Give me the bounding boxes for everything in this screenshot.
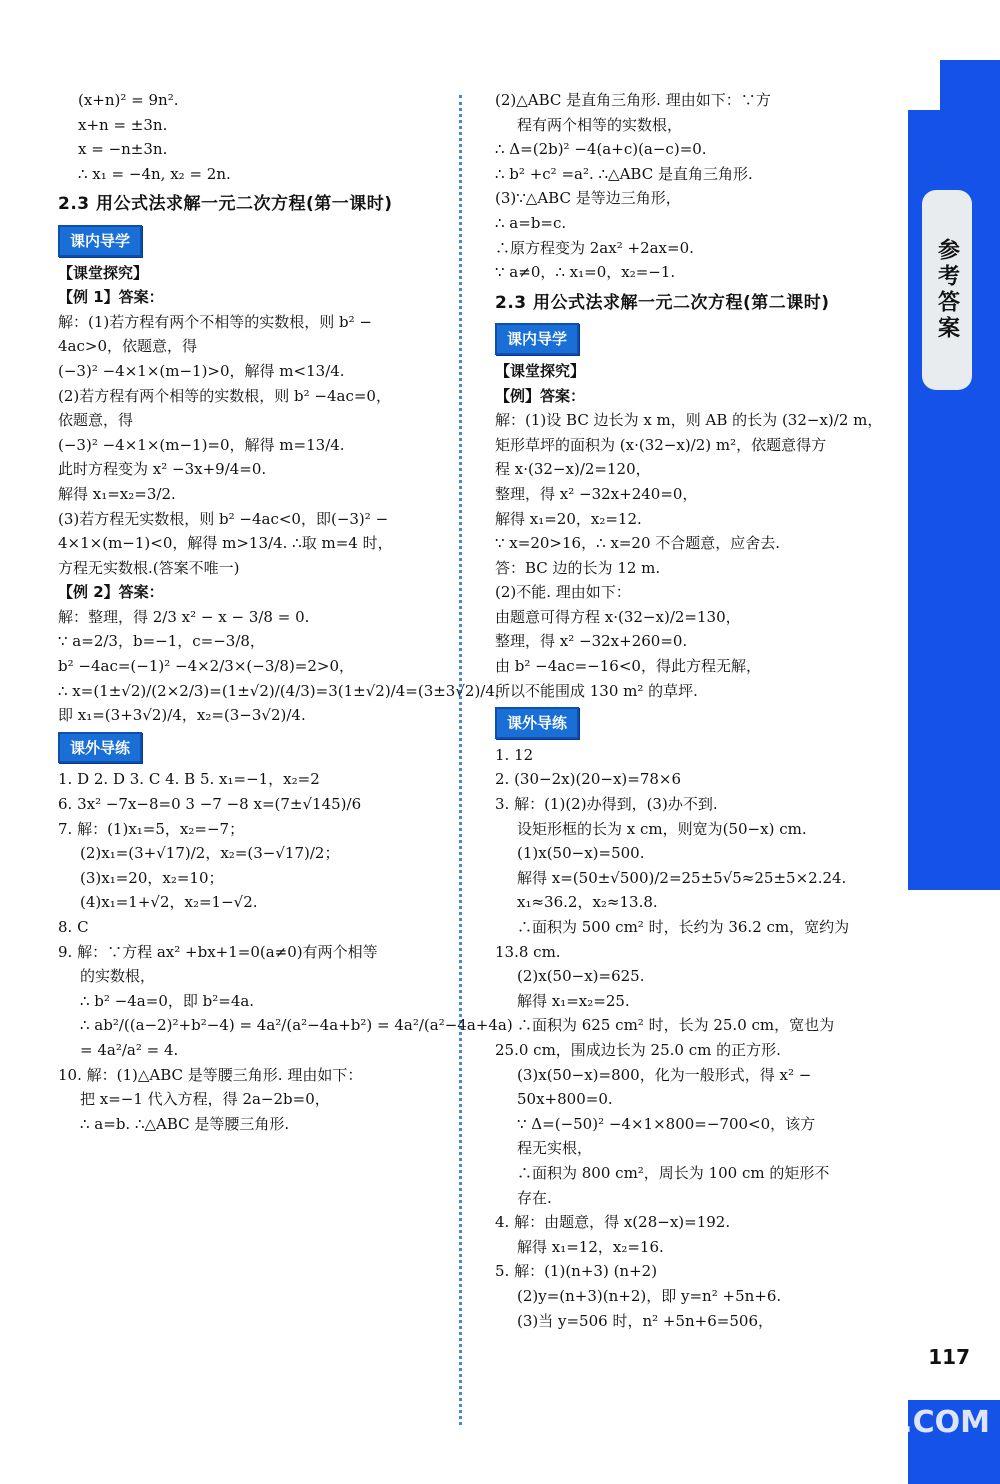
- text-line: (2)x(50−x)=625.: [517, 967, 645, 986]
- text-line: ∴ a=b=c.: [495, 213, 567, 232]
- text-line: ∴ ab²/((a−2)²+b²−4) = 4a²/(a²−4a+b²) = 4a²/(a²−4a+4a): [80, 1016, 513, 1035]
- text-line: (3)x₁=20，x₂=10；: [80, 868, 224, 887]
- text-line: (3)∵△ABC 是等边三角形，: [495, 189, 681, 208]
- text-line: = 4a²/a² = 4.: [80, 1040, 179, 1059]
- text-line: b² −4ac=(−1)² −4×2/3×(−3/8)=2>0，: [58, 657, 355, 676]
- text-line: ∵ a≠0，∴ x₁=0，x₂=−1.: [495, 263, 676, 282]
- text-line: 整理，得 x² −32x+240=0，: [495, 484, 698, 503]
- text-line: ∴面积为 800 cm²，周长为 100 cm 的矩形不: [517, 1163, 830, 1182]
- text-line: 1. D 2. D 3. C 4. B 5. x₁=−1，x₂=2: [58, 770, 320, 789]
- text-line: 1. 12: [495, 745, 534, 764]
- text-line: 程无实根，: [517, 1139, 593, 1158]
- left-section-title: 2.3 用公式法求解一元二次方程(第一课时): [58, 194, 393, 215]
- text-line: 解得 x₁=12，x₂=16.: [517, 1237, 664, 1256]
- right-tag-guide: 课内导学: [495, 323, 579, 355]
- text-line: ∵ Δ=(−50)² −4×1×800=−700<0，该方: [517, 1114, 816, 1133]
- text-line: x+n = ±3n.: [78, 115, 168, 134]
- text-line: 此时方程变为 x² −3x+9/4=0.: [58, 460, 267, 479]
- text-line: 13.8 cm.: [495, 942, 561, 961]
- text-line: 10. 解：(1)△ABC 是等腰三角形. 理由如下：: [58, 1065, 363, 1084]
- text-line: 所以不能围成 130 m² 的草坪.: [495, 681, 698, 700]
- text-line: ∴ b² −4a=0，即 b²=4a.: [80, 991, 255, 1010]
- text-line: 答：BC 边的长为 12 m.: [495, 558, 661, 577]
- text-line: (3)当 y=506 时，n² +5n+6=506，: [517, 1311, 773, 1330]
- text-line: 整理，得 x² −32x+260=0.: [495, 632, 688, 651]
- right-explore-label: 【课堂探究】: [495, 361, 586, 380]
- text-line: (2)不能. 理由如下：: [495, 583, 631, 602]
- text-line: 即 x₁=(3+3√2)/4，x₂=(3−3√2)/4.: [58, 706, 306, 725]
- watermark: 答案圈 MXQE.COM: [701, 1405, 990, 1440]
- text-line: 解得 x=(50±√500)/2=25±5√5≈25±5×2.24.: [517, 868, 847, 887]
- left-pre-block: [58, 88, 443, 186]
- example-label: 【例】答案：: [495, 386, 586, 405]
- right-section-title: 2.3 用公式法求解一元二次方程(第二课时): [495, 292, 830, 313]
- text-line: 解：(1)若方程有两个不相等的实数根，则 b² −: [58, 312, 372, 331]
- text-line: 存在.: [517, 1188, 552, 1207]
- column-divider: [459, 95, 462, 1425]
- text-line: 9. 解：∵方程 ax² +bx+1=0(a≠0)有两个相等: [58, 942, 378, 961]
- text-line: ∵ x=20>16，∴ x=20 不合题意，应舍去.: [495, 534, 781, 553]
- text-line: (2)△ABC 是直角三角形. 理由如下：∵方: [495, 91, 771, 109]
- text-line: 50x+800=0.: [517, 1090, 613, 1109]
- text-line: 程有两个相等的实数根，: [517, 115, 683, 134]
- text-line: 6. 3x² −7x−8=0 3 −7 −8 x=(7±√145)/6: [58, 795, 362, 814]
- text-line: 解：(1)设 BC 边长为 x m，则 AB 的长为 (32−x)/2 m，: [495, 411, 883, 430]
- text-line: x = −n±3n.: [78, 140, 168, 159]
- text-line: (2)y=(n+3)(n+2)，即 y=n² +5n+6.: [517, 1286, 782, 1305]
- example-1-lines: [58, 310, 443, 581]
- text-line: (3)若方程无实数根，则 b² −4ac<0，即(−3)² −: [58, 509, 389, 528]
- text-line: 由 b² −4ac=−16<0，得此方程无解，: [495, 657, 761, 676]
- left-explore-label: 【课堂探究】: [58, 263, 149, 282]
- text-line: ∴原方程变为 2ax² +2ax=0.: [495, 238, 694, 257]
- right-practice-lines: [495, 743, 880, 1333]
- text-line: (1)x(50−x)=500.: [517, 844, 645, 863]
- left-practice-lines: [58, 767, 513, 1136]
- text-line: (4)x₁=1+√2，x₂=1−√2.: [80, 893, 258, 912]
- side-label: 参考答案: [922, 190, 972, 390]
- example-1-label: 【例 1】答案：: [58, 288, 164, 307]
- text-line: (−3)² −4×1×(m−1)=0，解得 m=13/4.: [58, 435, 345, 454]
- text-line: 程 x·(32−x)/2=120，: [495, 460, 651, 479]
- example-2-lines: [58, 605, 510, 728]
- text-line: 4×1×(m−1)<0，解得 m>13/4. ∴取 m=4 时，: [58, 534, 393, 553]
- example-2-label: 【例 2】答案：: [58, 583, 164, 602]
- text-line: (3)x(50−x)=800，化为一般形式，得 x² −: [517, 1065, 812, 1084]
- text-line: 7. 解：(1)x₁=5，x₂=−7；: [58, 819, 245, 838]
- text-line: 解：整理，得 2/3 x² − x − 3/8 = 0.: [58, 607, 310, 626]
- right-pre-block: [495, 88, 880, 285]
- text-line: ∴ x₁ = −4n, x₂ = 2n.: [78, 164, 231, 183]
- left-tag-guide: 课内导学: [58, 225, 142, 257]
- text-line: 3. 解：(1)(2)办得到，(3)办不到.: [495, 795, 718, 814]
- text-line: ∵ a=2/3，b=−1，c=−3/8，: [58, 632, 265, 651]
- text-line: 8. C: [58, 918, 89, 936]
- left-column: [58, 88, 513, 1136]
- text-line: ∴ Δ=(2b)² −4(a+c)(a−c)=0.: [495, 140, 707, 159]
- text-line: 设矩形框的长为 x cm，则宽为(50−x) cm.: [517, 819, 807, 838]
- text-line: 由题意可得方程 x·(32−x)/2=130，: [495, 607, 741, 626]
- text-line: ∴面积为 500 cm² 时，长约为 36.2 cm，宽约为: [517, 918, 850, 936]
- text-line: 4ac>0，依题意，得: [58, 337, 197, 356]
- text-line: 4. 解：由题意，得 x(28−x)=192.: [495, 1213, 731, 1232]
- text-line: ∴ b² +c² =a². ∴△ABC 是直角三角形.: [495, 164, 753, 183]
- example-lines: [495, 408, 883, 703]
- text-line: 把 x=−1 代入方程，得 2a−2b=0，: [80, 1090, 330, 1109]
- text-line: 25.0 cm，围成边长为 25.0 cm 的正方形.: [495, 1040, 781, 1059]
- text-line: ∴ a=b. ∴△ABC 是等腰三角形.: [80, 1114, 290, 1133]
- text-line: ∴ x=(1±√2)/(2×2/3)=(1±√2)/(4/3)=3(1±√2)/4=(3±3√2)/4，: [58, 681, 510, 700]
- page-number: 117: [928, 1345, 970, 1369]
- text-line: 解得 x₁=x₂=3/2.: [58, 484, 176, 503]
- text-line: 依题意，得: [58, 411, 134, 430]
- right-tag-practice: 课外导练: [495, 707, 579, 739]
- text-line: (−3)² −4×1×(m−1)>0，解得 m<13/4.: [58, 361, 345, 380]
- text-line: ∴面积为 625 cm² 时，长为 25.0 cm，宽也为: [517, 1016, 835, 1035]
- text-line: 矩形草坪的面积为 (x·(32−x)/2) m²，依题意得方: [495, 435, 827, 454]
- text-line: 解得 x₁=x₂=25.: [517, 991, 630, 1010]
- text-line: (x+n)² = 9n².: [78, 91, 179, 109]
- text-line: 解得 x₁=20，x₂=12.: [495, 509, 642, 528]
- text-line: (2)若方程有两个相等的实数根，则 b² −4ac=0，: [58, 386, 391, 405]
- right-column: [495, 88, 883, 1333]
- text-line: (2)x₁=(3+√17)/2，x₂=(3−√17)/2；: [80, 844, 340, 863]
- text-line: 2. (30−2x)(20−x)=78×6: [495, 770, 682, 789]
- text-line: x₁≈36.2，x₂≈13.8.: [517, 893, 658, 912]
- text-line: 5. 解：(1)(n+3) (n+2): [495, 1262, 658, 1281]
- left-tag-practice: 课外导练: [58, 732, 142, 764]
- text-line: 方程无实数根.(答案不唯一): [58, 558, 240, 577]
- text-line: 的实数根，: [80, 967, 156, 986]
